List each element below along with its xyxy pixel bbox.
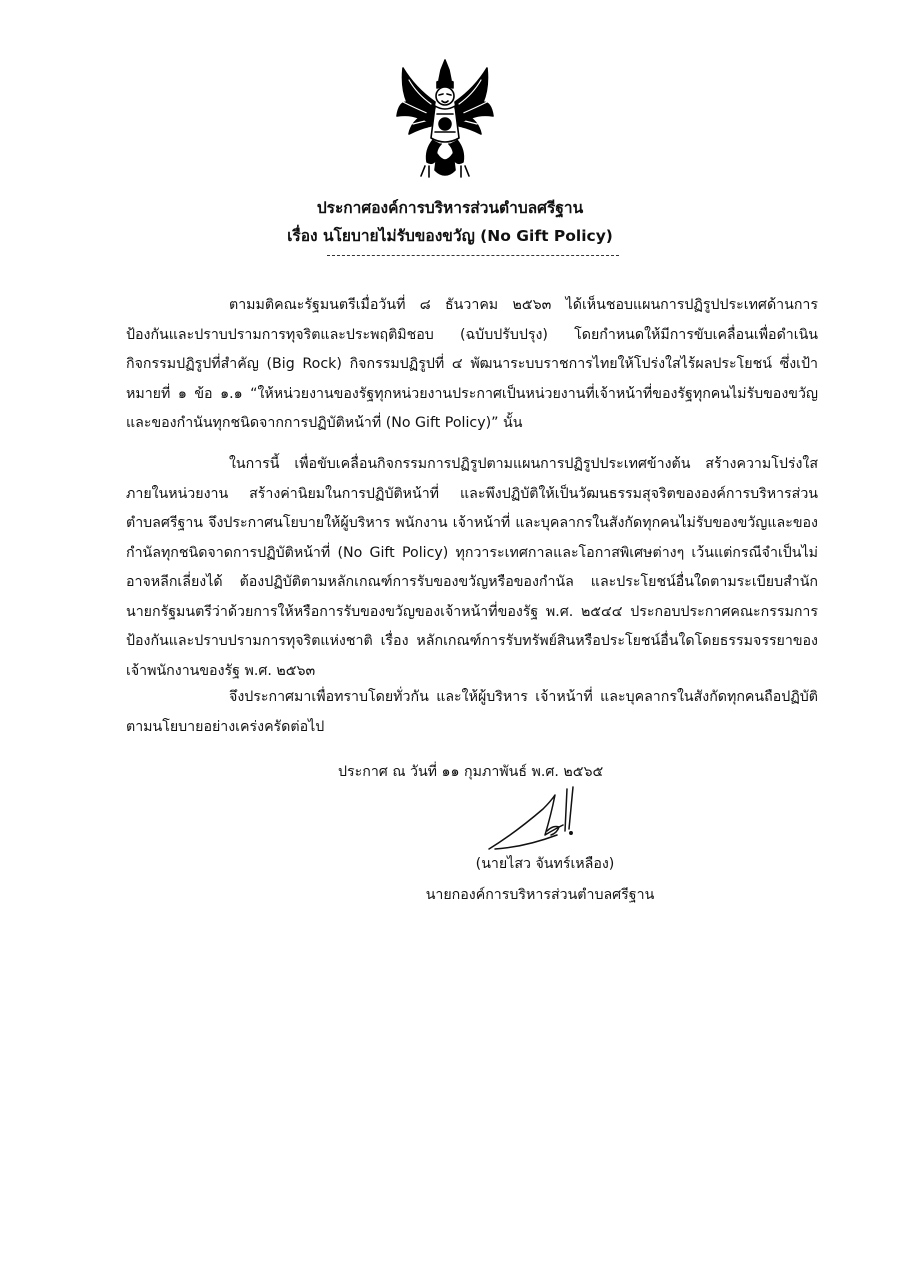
paragraph-1: ตามมติคณะรัฐมนตรีเมื่อวันที่ ๘ ธันวาคม ๒๕๖๓ ได้เห็นชอบแผนการปฏิรูปประเทศด้านการป้องกันและปราบปรามการทุจริตและประพฤติมิชอบ (ฉบับปรับปรุง) โดยกำหนดให้มีการขับเคลื่อนเพื่อดำเนินกิจกรรมปฏิรูปที่สำคัญ (Big Rock) กิจกรรมปฏิรูปที่ ๔ พัฒนาระบบราชการไทยให้โปร่งใสไร้ผลประโยชน์ ซึ่งเป้าหมายที่ ๑ ข้อ ๑.๑ “ให้หน่วยงานของรัฐทุกหน่วยงานประกาศเป็นหน่วยงานที่เจ้าหน้าที่ของรัฐทุกคนไม่รับของขวัญและของกำนันทุกชนิดจากการปฏิบัติหน้าที่ (No Gift Policy)” นั้น (126, 297, 818, 431)
signer-name: (นายไสว จันทร์เหลือง) (475, 856, 615, 872)
signer-title: นายกองค์การบริหารส่วนตำบลศรีฐาน (425, 887, 655, 903)
garuda-emblem-icon (395, 58, 495, 182)
handwritten-signature-icon (485, 785, 595, 855)
title-divider (327, 255, 619, 256)
paragraph-2: ในการนี้ เพื่อขับเคลื่อนกิจกรรมการปฏิรูปตามแผนการปฏิรูปประเทศข้างต้น สร้างความโปร่งใสภายในหน่วยงาน สร้างค่านิยมในการปฏิบัติหน้าที่ และพึงปฏิบัติให้เป็นวัฒนธรรมสุจริตขององค์การบริหารส่วนตำบลศรีฐาน จึงประกาศนโยบายให้ผู้บริหาร พนักงาน เจ้าหน้าที่ และบุคลากรในสังกัดทุกคนไม่รับของขวัญและของกำนัลทุกชนิดจาดการปฏิบัติหน้าที่ (No Gift Policy) ทุกวาระเทศกาลและโอกาสพิเศษต่างๆ เว้นแต่กรณีจำเป็นไม่อาจหลีกเลี่ยงได้ ต้องปฏิบัติตามหลักเกณฑ์การรับของขวัญหรือของกำนัล และประโยชน์อื่นใดตามระเบียบสำนักนายกรัฐมนตรีว่าด้วยการให้หรือการรับของขวัญของเจ้าหน้าที่ของรัฐ พ.ศ. ๒๕๔๔ ประกอบประกาศคณะกรรมการป้องกันและปราบปรามการทุจริตแห่งชาติ เรื่อง หลักเกณฑ์การรับทรัพย์สินหรือประโยชน์อื่นใดโดยธรรมจรรยาของเจ้าพนักงานของรัฐ พ.ศ. ๒๕๖๓ (126, 456, 818, 679)
announce-date: ประกาศ ณ วันที่ ๑๑ กุมภาพันธ์ พ.ศ. ๒๕๖๕ (338, 764, 604, 780)
document-title: ประกาศองค์การบริหารส่วนตำบลศรีฐาน (316, 199, 584, 217)
paragraph-3: จึงประกาศมาเพื่อทราบโดยทั่วกัน และให้ผู้บริหาร เจ้าหน้าที่ และบุคลากรในสังกัดทุกคนถือปฏิบัติตามนโยบายอย่างเคร่งครัดต่อไป (126, 689, 818, 735)
document-subject: เรื่อง นโยบายไม่รับของขวัญ (No Gift Policy) (287, 227, 613, 245)
